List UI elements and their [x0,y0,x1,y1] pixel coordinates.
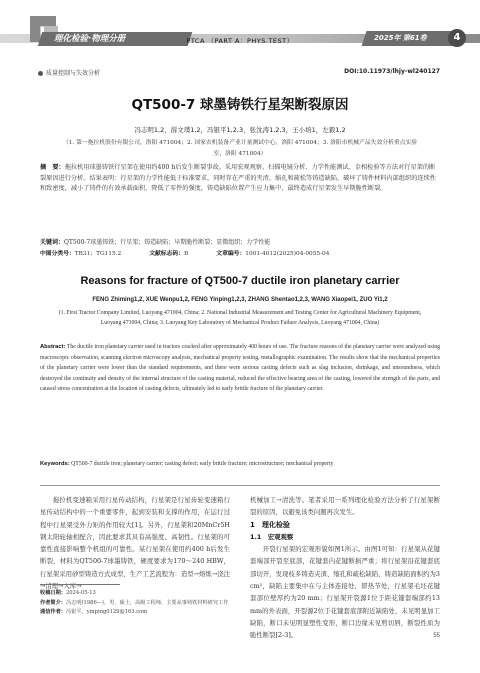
authors-english: FENG Zhiming1,2, XUE Wenpu1,2, FENG Yinping1,2,3, ZHANG Shentao1,2,3, WANG Xiaopei1, ZUO Yi1,2 [92,297,388,303]
category-text: 质量控制与失效分析 [46,70,101,77]
page-number: 55 [433,633,440,639]
corresponding-author [40,608,230,618]
abstract-text-zh: 拖拉机用球墨铸铁行星架在使用约400 h后发生断裂事故。采用宏观观察、扫描电镜分析、力学性能测试、金相检验等方法对行星架的断裂原因进行分析。结果表明：行星架的力学性能低于标准要求，同时存在严重的夹渣、缩孔和疏松等铸造缺陷，破坏了铸件材料内部组织的连续性和致密度，减小了铸件的有效承载面积，降低了零件的强度，铸造缺陷位置产生应力集中，最终造成行星架发生早期脆性断裂。 [40,164,436,192]
abstract-english [40,342,440,395]
body-paragraph-continued: 机械加工→清洗等。笔者采用一系列理化检验方法分析了行星架断裂的原因，以避免该类问题再次发生。 [250,496,440,517]
doc-label: 文献标志码： [149,251,184,257]
contact-label: 通信作者： [40,609,66,615]
clc-code [40,248,121,257]
abstract-label-zh: 摘 要： [40,164,65,171]
doi: DOI:10.11973/lhjy-wl240127 [344,68,440,75]
section-heading: 1 理化检验 [250,520,290,529]
affiliation-chinese: （1. 第一拖拉机股份有限公司，洛阳 471004；2. 国家农机装备产业计量测试中心，洛阳 471004；3. 洛阳市机械产品失效分析重点实验室，洛阳 471004） [62,140,418,157]
contact-value: 冯银平，yinping0129@163.com [65,609,148,615]
keywords-english [40,459,440,469]
author-bio-value: 冯志明(1986—)，男，硕士，高级工程师，主要从事铸铁材料研究工作 [65,599,229,606]
article-category [38,68,100,77]
body-paragraph: 开裂行星架的宏观形貌如图1所示。由图1可知：行星架从花键套端部开裂至底部，花键套内花键断损严重；将行星架沿花键套底部切开，发现枝多铸造夹渣、缩孔和疏松缺陷，铸造缺陷面积约为3 cm²，缺陷主要集中在与主体连接处，即热节处，行星架毛坯花键套部位壁厚约为20 mm；行星架开裂源1位于距花键套端部约13 mm的外表面，开裂源2位于花键套底部附近缺陷处，未见明显加工缺陷，断口未见明显塑性变形，断口边缘未见剪切唇，断裂性质为脆性断裂[2-3]。 [250,545,440,640]
doc-value: B [184,251,189,257]
doc-code [149,248,188,257]
keywords-chinese [40,238,440,247]
title-chinese: QT500-7 球墨铸铁行星架断裂原因 [131,97,349,113]
received-value: 2024-05-13 [65,590,96,596]
keywords-text-zh: QT500-7球墨铸铁；行星架；铸造缺陷；早期脆性断裂；显微组织；力学性能 [64,239,271,246]
received-date [40,589,230,599]
bullet-icon [38,71,43,76]
clc-value: TB31；TG115.2 [74,251,122,257]
author-bio [40,599,230,609]
body-left-column [40,494,230,592]
title-english: Reasons for fracture of QT500-7 ductile iron planetary carrier [80,275,400,287]
keywords-text-en: QT500-7 ductile iron; planetary carrier; casting defect; early brittle fracture; microstructure; mechanical property [71,461,334,467]
divider [40,485,440,486]
authors-chinese: 冯志明1,2，薛文璞1,2，冯银平1,2,3，张沈涛1,2,3，王小培1，左毅1,2 [134,126,346,134]
received-label: 收稿日期： [40,590,66,596]
footnote-divider [40,584,120,585]
header-issue: 2025年 第61卷 [374,34,427,42]
page-header [0,0,480,48]
footnote [40,589,230,618]
header-section: 理化检验·物理分册 [54,34,126,44]
article-number [216,248,329,257]
keywords-label-en: Keywords: [40,461,70,467]
clc-label: 中图分类号： [40,251,75,257]
abstract-chinese [40,163,440,195]
body-paragraph: 拖拉机变速箱采用行星传动结构，行星架是行星齿轮变速箱行星传动结构中的一个重要零件，起到安装和支撑的作用，在运行过程中行星架受外力矩的作用较大[1]。另外，行星架和20MnCr5H钢太阳轮轴相配合，因此要求其具有高强度、高韧性。行星架的可靠性直接影响整个机组的可靠性。某行星架在使用约400 h后发生断裂，材料为QT500-7球墨铸铁，硬度要求为170～240 HBW，行星架采用砂型铸造方式成型，生产工艺流程为：造型→熔炼→浇注→清理→入库→ [40,496,230,591]
abstract-label-en: Abstract: [40,344,66,350]
article-label: 文章编号： [216,251,246,257]
header-journal: PTCA （PART A：PHYS.TEST） [186,37,294,45]
author-bio-label: 作者简介： [40,599,66,606]
abstract-text-en: The ductile iron planetary carrier used in tractors cracked after approximately 400 hours of use. The fracture reasons of the planetary carrier were analyzed using macroscopic observation, scanning electron microscopy analysis, mechanical property testing, metallographic examination. The results show that the mechanical properties of the planetary carrier were lower than the standard requirements, and there were serious casting defects such as slag inclusion, shrinkage, and unsoundness, which destroyed the continuity and density of the internal structure of the casting material, reduced the effective bearing area of the casting, lowered the strength of the parts, and caused stress concentration at the location of casting defects, ultimately led to early brittle fracture of the planetary carrier. [40,344,440,392]
subsection-heading: 1.1 宏观观察 [250,532,294,541]
affiliation-english: (1. First Tractor Company Limited, Luoyang 471004, China; 2. National Industrial Measurement and Testing Center for Agricultural Machinery Equipment, Luoyang 471004, China; 3. Luoyang Key Laboratory of Mechanical Product Failure Analysis, Luoyang 471004, China) [58,310,422,326]
body-right-column [250,494,440,642]
keywords-label-zh: 关键词： [40,239,65,246]
header-issue-banner [362,31,459,46]
article-value: 1001-4012(2025)04-0055-04 [245,251,330,257]
classification-line [40,248,440,257]
issue-number-badge: 4 [448,29,466,47]
